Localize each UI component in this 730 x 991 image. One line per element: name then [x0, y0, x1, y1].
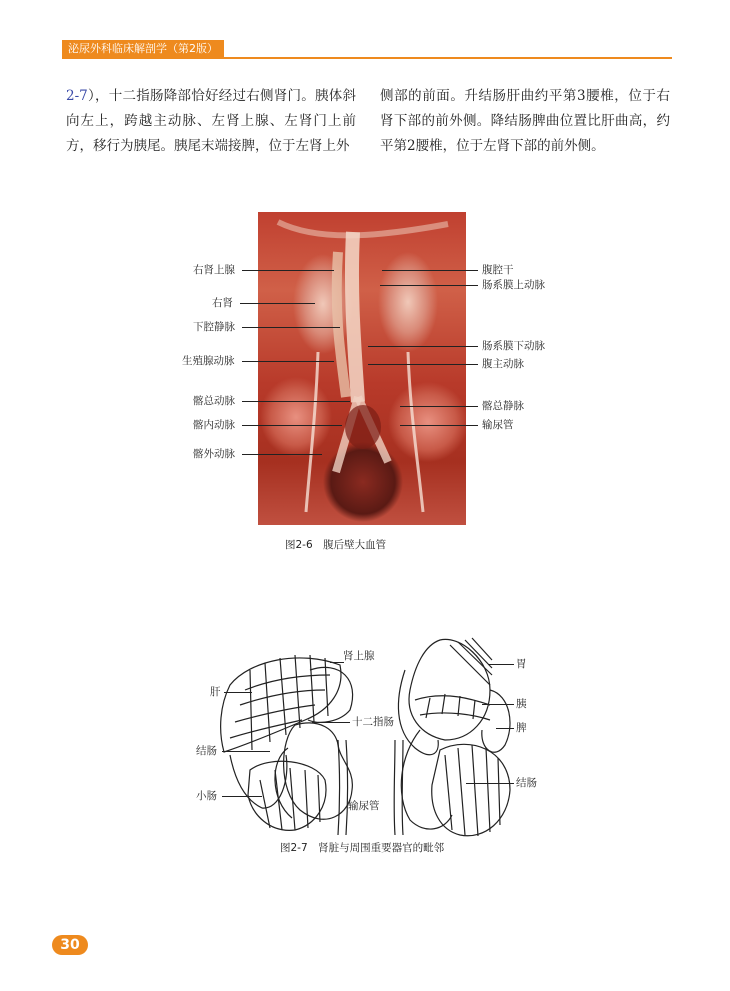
label-colon-right: 结肠	[516, 777, 537, 789]
label-common-iliac-vein: 髂总静脉	[482, 400, 524, 412]
leader-line	[222, 751, 270, 752]
leader-line	[330, 662, 344, 663]
leader-line	[368, 346, 478, 347]
figure-2-6-caption: 图2-6 腹后壁大血管	[285, 539, 387, 551]
label-colon-left: 结肠	[196, 745, 217, 757]
leader-line	[242, 401, 350, 402]
running-header: 泌尿外科临床解剖学（第2版）	[62, 40, 224, 58]
label-small-intestine: 小肠	[196, 790, 217, 802]
label-inferior-mesenteric-artery: 肠系膜下动脉	[482, 340, 545, 352]
figure-reference[interactable]: 2-7	[66, 88, 88, 104]
leader-line	[466, 783, 514, 784]
label-inferior-vena-cava: 下腔静脉	[193, 321, 235, 333]
label-celiac-trunk: 腹腔干	[482, 264, 514, 276]
label-adrenal: 肾上腺	[343, 650, 375, 662]
leader-line	[242, 425, 342, 426]
leader-line	[242, 327, 340, 328]
page-number: 30	[52, 935, 88, 955]
label-stomach: 胃	[516, 658, 527, 670]
leader-line	[242, 454, 322, 455]
header-band	[0, 0, 730, 40]
header-rule	[62, 57, 672, 59]
label-common-iliac-artery: 髂总动脉	[193, 395, 235, 407]
right-paragraph: 侧部的前面。升结肠肝曲约平第3腰椎，位于右肾下部的前外侧。降结肠脾曲位置比肝曲高，约平第2腰椎，位于左肾下部的前外侧。	[380, 88, 670, 154]
leader-line	[242, 270, 334, 271]
label-abdominal-aorta: 腹主动脉	[482, 358, 524, 370]
leader-line	[312, 722, 350, 723]
leader-line	[242, 361, 334, 362]
leader-line	[240, 303, 315, 304]
label-right-adrenal: 右肾上腺	[193, 264, 235, 276]
left-paragraph: ），十二指肠降部恰好经过右侧肾门。胰体斜向左上，跨越主动脉、左肾上腺、左肾门上前方，移行为胰尾。胰尾末端接脾，位于左肾上外	[66, 88, 356, 154]
label-spleen: 脾	[516, 722, 527, 734]
figure-2-6-photo	[258, 212, 466, 525]
leader-line	[222, 796, 262, 797]
leader-line	[380, 285, 478, 286]
leader-line	[496, 728, 514, 729]
leader-line	[488, 664, 514, 665]
label-external-iliac-artery: 髂外动脉	[193, 448, 235, 460]
leader-line	[368, 364, 478, 365]
label-pancreas: 胰	[516, 698, 527, 710]
leader-line	[224, 692, 252, 693]
label-internal-iliac-artery: 髂内动脉	[193, 419, 235, 431]
leader-line	[400, 425, 478, 426]
label-superior-mesenteric-artery: 肠系膜上动脉	[482, 279, 545, 291]
label-ureter: 输尿管	[482, 419, 514, 431]
leader-line	[400, 406, 478, 407]
figure-2-7-caption: 图2-7 肾脏与周围重要器官的毗邻	[280, 842, 445, 854]
text-column-left	[66, 84, 356, 159]
text-column-right	[380, 84, 670, 159]
label-duodenum: 十二指肠	[352, 716, 394, 728]
leader-line	[482, 704, 514, 705]
label-liver: 肝	[210, 686, 221, 698]
label-gonadal-artery: 生殖腺动脉	[182, 355, 235, 367]
label-ureter-fig2: 输尿管	[348, 800, 380, 812]
leader-line	[382, 270, 478, 271]
label-right-kidney: 右肾	[212, 297, 233, 309]
